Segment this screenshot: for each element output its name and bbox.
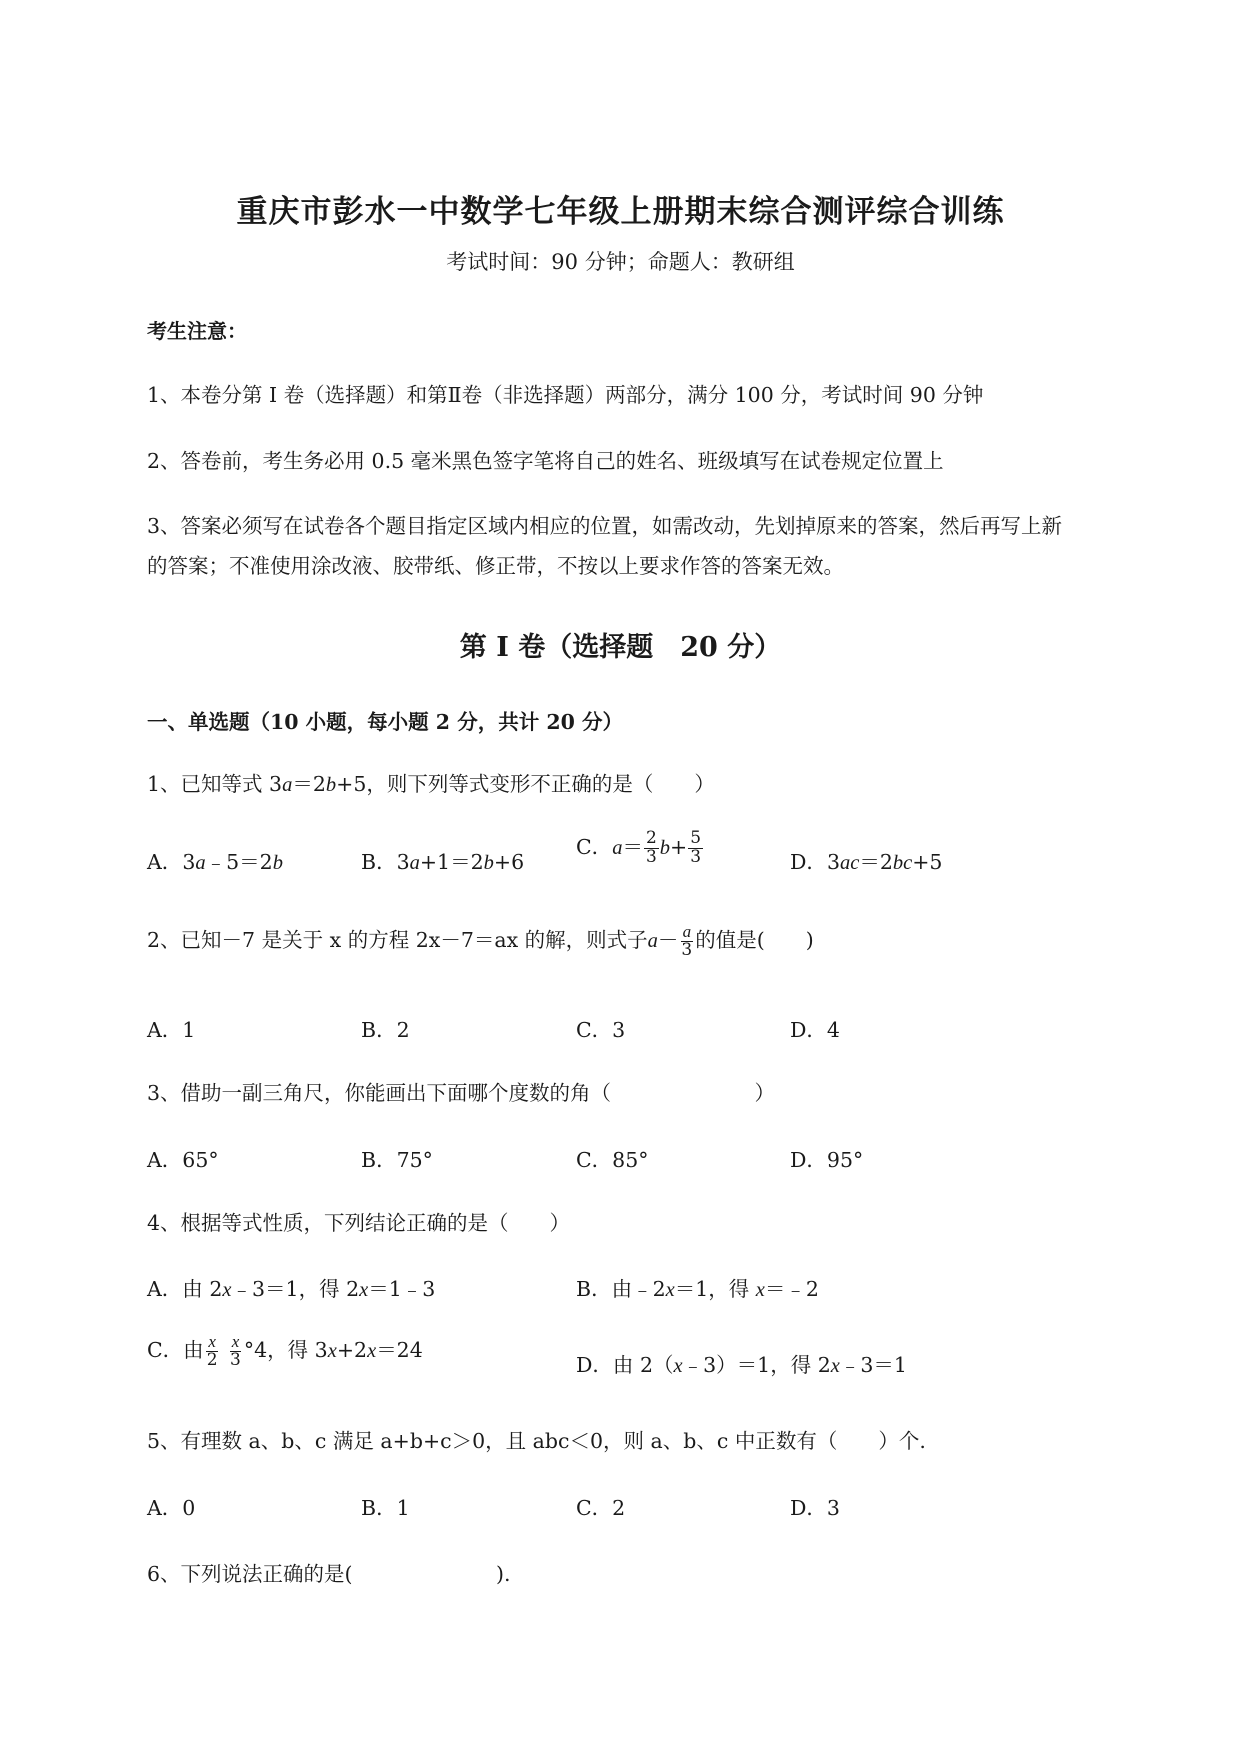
fraction: $\frac{5}{3}$ — [690, 828, 702, 867]
question-6-stem: 6、下列说法正确的是( ). — [147, 1562, 511, 1586]
notice-item-3-line-1: 3、答案必须写在试卷各个题目指定区域内相应的位置，如需改动，先划掉原来的答案，然后再写上新 — [147, 514, 1063, 538]
question-3-option-c: C．85° — [576, 1148, 649, 1172]
notice-item-3-line-2: 的答案；不准使用涂改液、胶带纸、修正带，不按以上要求作答的答案无效。 — [147, 554, 844, 578]
question-3-stem: 3、借助一副三角尺，你能画出下面哪个度数的角（ ） — [147, 1081, 776, 1105]
question-5-option-b: B．1 — [361, 1496, 410, 1520]
fraction: $\frac{x}{3}$ — [230, 1332, 241, 1370]
notice-item-1: 1、本卷分第 I 卷（选择题）和第Ⅱ卷（非选择题）两部分，满分 100 分，考试时间 90 分钟 — [147, 383, 984, 407]
question-5-option-d: D．3 — [790, 1496, 840, 1520]
question-5-stem: 5、有理数 a、b、c 满足 a+b+c＞0，且 abc＜0，则 a、b、c 中正数有（ ）个. — [147, 1429, 926, 1453]
part-heading: 一、单选题（10 小题，每小题 2 分，共计 20 分） — [147, 710, 624, 734]
question-1-option-c: C．a＝ $\frac{2}{3}$ b+ $\frac{5}{3}$ — [576, 828, 702, 867]
question-4-option-c: C．由 $\frac{x}{2}$ $\frac{x}{3}$ °4，得 3x+2x＝24 — [147, 1332, 423, 1370]
fraction: $\frac{x}{2}$ — [206, 1332, 218, 1370]
question-5-option-c: C．2 — [576, 1496, 626, 1520]
question-2-stem: 2、已知－7 是关于 x 的方程 2x－7＝ax 的解，则式子a－ $\frac{a}{3}$ 的值是( ) — [147, 922, 814, 960]
page-title: 重庆市彭水一中数学七年级上册期末综合测评综合训练 — [236, 194, 1005, 230]
question-2-option-c: C．3 — [576, 1018, 626, 1042]
question-4-option-a: A．由 2x﹣3＝1，得 2x＝1﹣3 — [147, 1277, 436, 1301]
question-2-option-b: B．2 — [361, 1018, 410, 1042]
question-4-option-d: D．由 2（x﹣3）＝1，得 2x﹣3＝1 — [576, 1353, 907, 1377]
question-3-option-a: A．65° — [147, 1148, 219, 1172]
question-4-stem: 4、根据等式性质，下列结论正确的是（ ） — [147, 1211, 571, 1235]
question-2-option-a: A．1 — [147, 1018, 196, 1042]
question-1-option-a: A．3a﹣5＝2b — [147, 850, 283, 874]
question-1-stem: 1、已知等式 3a＝2b+5，则下列等式变形不正确的是（ ） — [147, 772, 715, 796]
question-1-option-d: D．3ac＝2bc+5 — [790, 850, 943, 874]
question-3-option-b: B．75° — [361, 1148, 433, 1172]
exam-info: 考试时间：90 分钟；命题人：教研组 — [446, 250, 795, 274]
section-title: 第 I 卷（选择题 20 分） — [459, 632, 782, 663]
question-5-option-a: A．0 — [147, 1496, 196, 1520]
fraction: $\frac{2}{3}$ — [645, 828, 657, 867]
notice-heading: 考生注意： — [147, 319, 247, 343]
question-4-option-b: B．由﹣2x＝1，得 x＝﹣2 — [576, 1277, 819, 1301]
question-1-option-b: B．3a+1＝2b+6 — [361, 850, 525, 874]
notice-item-2: 2、答卷前，考生务必用 0.5 毫米黑色签字笔将自己的姓名、班级填写在试卷规定位置上 — [147, 449, 944, 473]
question-2-option-d: D．4 — [790, 1018, 840, 1042]
fraction: $\frac{a}{3}$ — [681, 922, 693, 960]
question-3-option-d: D．95° — [790, 1148, 864, 1172]
